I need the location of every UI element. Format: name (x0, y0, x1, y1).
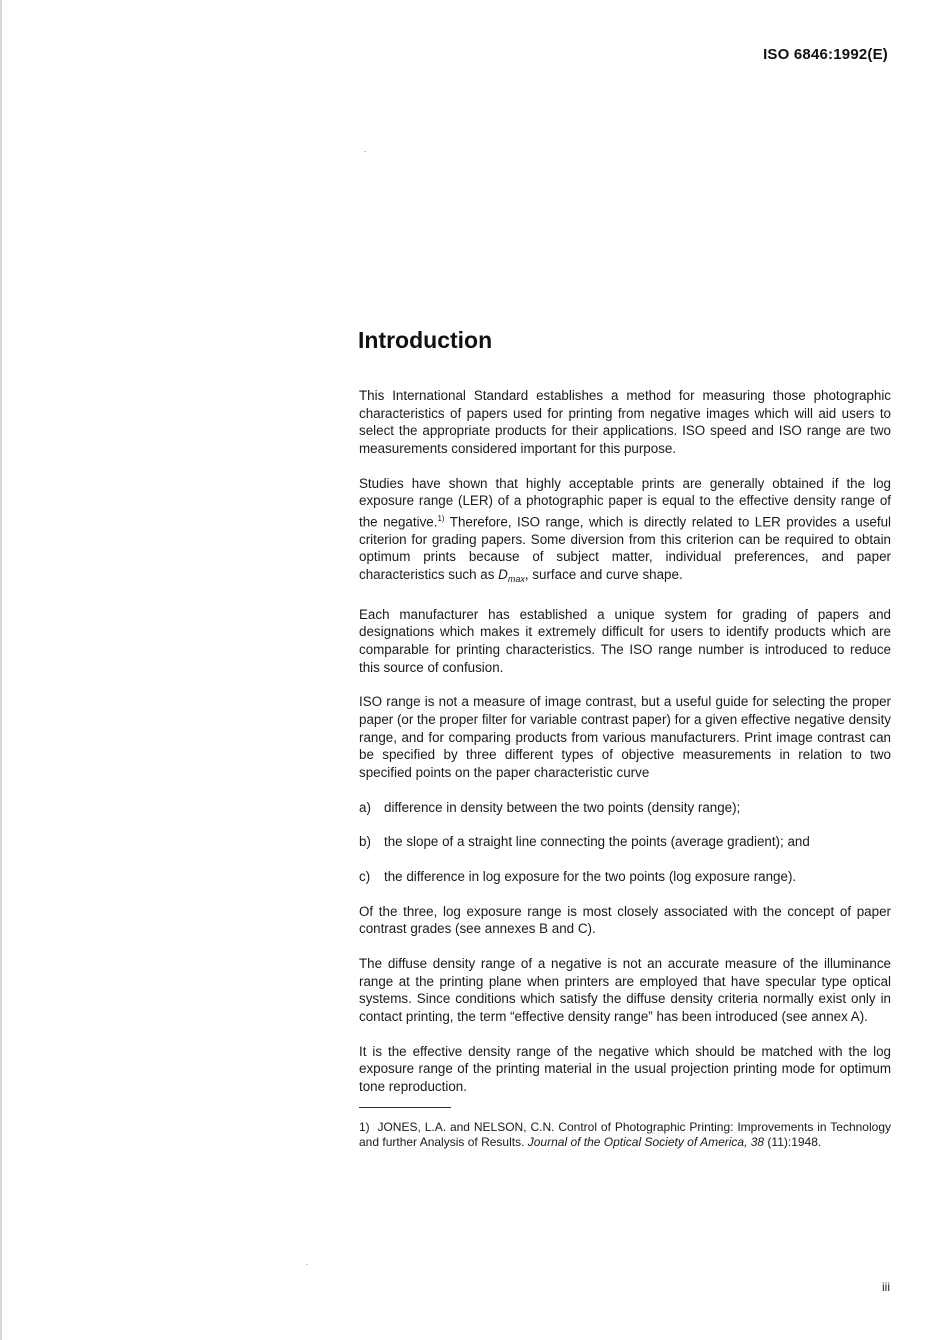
paragraph-7: It is the effective density range of the negative which should be matched with the log exposure range of the printing material in the usual projection printing mode for optimum tone reproduction. (359, 1043, 891, 1094)
paragraph-4: ISO range is not a measure of image contrast, but a useful guide for selecting the proper paper (or the proper filter for variable contrast paper) for a given effective negative density range, and for comparing products from various manufacturers. Print image contrast can be specified by three different types of objective measurements in relation to two specified points on the paper characteristic curve (359, 694, 891, 780)
measurement-list (359, 799, 891, 886)
dmax-subscript: max (507, 574, 525, 584)
list-item (359, 868, 891, 886)
footnote-reference: 1) (437, 513, 445, 523)
page-left-edge (0, 0, 2, 1340)
section-title: Introduction (358, 327, 493, 353)
list-marker: b) (359, 834, 371, 850)
footnote-number: 1) (359, 1119, 370, 1134)
dmax-d: D (498, 567, 508, 582)
footnote-text-start: JONES, L.A. and NELSON, C.N. Control of Photographic Printing: Improvements in Technology and further Analysis of Results. (359, 1119, 891, 1150)
scan-speck (306, 1264, 308, 1265)
body-text (359, 387, 891, 1168)
list-item (359, 799, 891, 817)
list-item-text: the difference in log exposure for the two points (log exposure range). (384, 869, 797, 885)
footnote (359, 1120, 891, 1151)
paragraph-2-part-3: , surface and curve shape. (524, 567, 683, 582)
list-marker: c) (359, 869, 371, 885)
footnote-divider (359, 1107, 451, 1108)
paragraph-2-part-1: Studies have shown that highly acceptable prints are generally obtained if the log exposure range (LER) of a photographic paper is equal to the effective density range of the negative. (359, 475, 891, 530)
list-item (359, 833, 891, 851)
footnote-text-end: (11):1948. (764, 1135, 822, 1150)
paragraph-2-part-2: Therefore, ISO range, which is directly related to LER provides a useful criterion for grading papers. Some diversion from this criterion can be required to obtain optimum prints because of subject matter, individual preferences, and paper characteristics such as (359, 514, 891, 582)
list-item-text: the slope of a straight line connecting the points (average gradient); and (384, 834, 810, 850)
dmax-symbol (498, 567, 525, 582)
page-number: iii (882, 1280, 890, 1294)
standard-code: ISO 6846:1992(E) (763, 46, 888, 63)
list-marker: a) (359, 799, 371, 815)
list-item-text: difference in density between the two points (density range); (384, 799, 741, 815)
paragraph-6: The diffuse density range of a negative is not an accurate measure of the illuminance range at the printing plane when printers are employed that have specular type optical systems. Since conditions which satisfy the diffuse density criteria normally exist only in contact printing, the term “effective density range” has been introduced (see annex A). (359, 956, 891, 1024)
paragraph-1: This International Standard establishes a method for measuring those photographic characteristics of papers used for printing from negative images which will aid users to select the appropriate products for their applications. ISO speed and ISO range are two measurements considered important for this purpose. (359, 388, 891, 456)
footnote-journal: Journal of the Optical Society of America, 38 (527, 1135, 765, 1150)
scan-speck (364, 151, 366, 152)
paragraph-3: Each manufacturer has established a unique system for grading of papers and designations which makes it extremely difficult for users to identify products which are comparable for printing characteristics. The ISO range number is introduced to reduce this source of confusion. (359, 606, 891, 675)
paragraph-2 (359, 475, 891, 589)
paragraph-5: Of the three, log exposure range is most closely associated with the concept of paper contrast grades (see annexes B and C). (359, 903, 891, 937)
